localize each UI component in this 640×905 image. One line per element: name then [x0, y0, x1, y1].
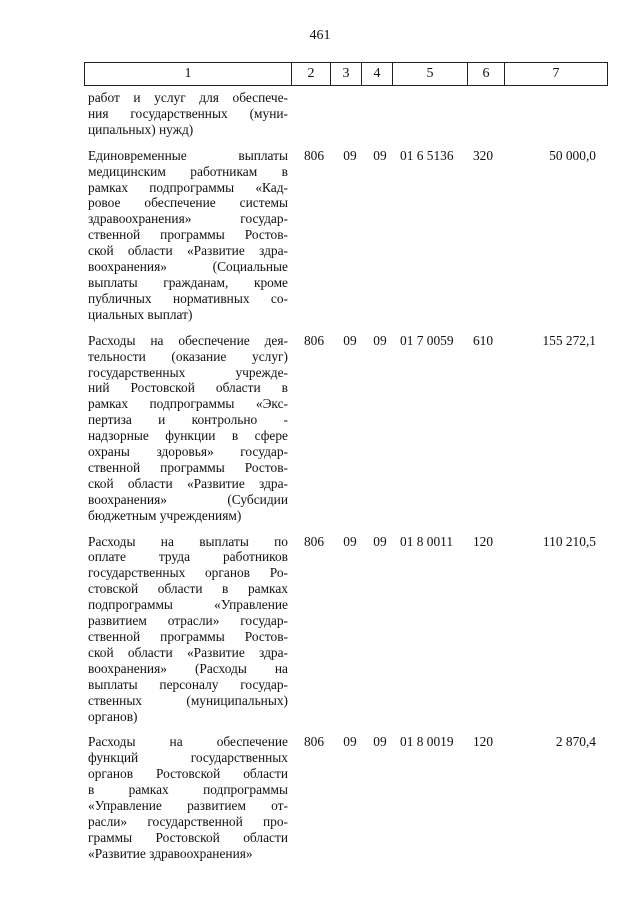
description-line: органов) — [88, 708, 138, 724]
expense-type-code: 120 — [472, 533, 494, 549]
ministry-code: 806 — [303, 147, 325, 163]
description-line: бюджетным учреждениям) — [88, 507, 242, 523]
description-line: «Управление развитием от- — [88, 798, 288, 814]
description-line: ровое обеспечение системы — [88, 195, 288, 211]
table-row — [88, 90, 600, 138]
header-col-4: 4 — [362, 63, 393, 86]
description-line: функций государственных — [88, 750, 288, 766]
ministry-code: 806 — [303, 734, 325, 750]
header-col-5: 5 — [393, 63, 468, 86]
description-line: публичных нормативных со- — [88, 290, 288, 306]
ministry-code: 806 — [303, 332, 325, 348]
section-code: 09 — [343, 734, 357, 750]
description-line: ний Ростовской области в — [88, 380, 288, 396]
target-article-code: 01 8 0011 — [400, 533, 454, 549]
description-line: Расходы на обеспечение дея- — [88, 332, 288, 348]
description-line: ственной программы Ростов- — [88, 227, 288, 243]
subsection-code: 09 — [373, 147, 387, 163]
table-body — [88, 90, 600, 872]
description-line: ской области «Развитие здра- — [88, 644, 288, 660]
description-line: органов Ростовской области — [88, 766, 288, 782]
description-line: граммы Ростовской области — [88, 829, 288, 845]
description-line: здравоохранения» государ- — [88, 211, 288, 227]
description-line: воохранения» (Расходы на — [88, 660, 288, 676]
description-line: в рамках подпрограммы — [88, 782, 288, 798]
amount: 155 272,1 — [542, 332, 596, 348]
description-line: ственных (муниципальных) — [88, 692, 288, 708]
description-line: рамках подпрограммы «Кад- — [88, 179, 288, 195]
amount: 110 210,5 — [542, 533, 596, 549]
target-article-code: 01 6 5136 — [400, 147, 454, 163]
description-line: Расходы на выплаты по — [88, 533, 288, 549]
description-line: «Развитие здравоохранения» — [88, 845, 253, 861]
description-line: ской области «Развитие здра- — [88, 475, 288, 491]
description-line: воохранения» (Социальные — [88, 259, 288, 275]
description-line: расли» государственной про- — [88, 813, 288, 829]
description-line: государственных органов Ро- — [88, 565, 288, 581]
description-line: оплате труда работников — [88, 549, 288, 565]
description-line: ственной программы Ростов- — [88, 459, 288, 475]
description-line: выплаты гражданам, кроме — [88, 274, 288, 290]
subsection-code: 09 — [373, 734, 387, 750]
header-col-3: 3 — [331, 63, 362, 86]
description-line: медицинским работникам в — [88, 163, 288, 179]
row-description — [88, 333, 288, 524]
row-description — [88, 148, 288, 323]
row-description — [88, 90, 288, 138]
ministry-code: 806 — [303, 533, 325, 549]
description-line: стовской области в рамках — [88, 581, 288, 597]
description-line: ния государственных (муни- — [88, 105, 288, 121]
expense-type-code: 320 — [472, 147, 494, 163]
description-line: надзорные функции в сфере — [88, 428, 288, 444]
description-line: Расходы на обеспечение — [88, 734, 288, 750]
description-line: воохранения» (Субсидии — [88, 491, 288, 507]
expense-type-code: 120 — [472, 734, 494, 750]
description-line: рамках подпрограммы «Экс- — [88, 396, 288, 412]
amount: 2 870,4 — [555, 734, 596, 750]
description-line: развитием отрасли» государ- — [88, 613, 288, 629]
section-code: 09 — [343, 533, 357, 549]
description-line: пертиза и контрольно - — [88, 412, 288, 428]
subsection-code: 09 — [373, 533, 387, 549]
header-col-2: 2 — [292, 63, 331, 86]
description-line: государственных учрежде- — [88, 364, 288, 380]
description-line: тельности (оказание услуг) — [88, 348, 288, 364]
target-article-code: 01 7 0059 — [400, 332, 454, 348]
table-row — [88, 333, 600, 524]
row-description — [88, 734, 288, 861]
section-code: 09 — [343, 147, 357, 163]
header-col-7: 7 — [505, 63, 608, 86]
description-line: циальных выплат) — [88, 306, 193, 322]
row-description — [88, 534, 288, 725]
header-col-6: 6 — [468, 63, 505, 86]
table-row — [88, 734, 600, 861]
description-line: охраны здоровья» государ- — [88, 444, 288, 460]
expense-type-code: 610 — [472, 332, 494, 348]
description-line: подпрограммы «Управление — [88, 597, 288, 613]
description-line: ципальных) нужд) — [88, 121, 194, 137]
table-header — [84, 62, 608, 86]
amount: 50 000,0 — [549, 147, 596, 163]
description-line: ственной программы Ростов- — [88, 629, 288, 644]
description-line: выплаты персоналу государ- — [88, 676, 288, 692]
page-number: 461 — [309, 28, 331, 43]
header-col-1: 1 — [85, 63, 292, 86]
table-row — [88, 148, 600, 323]
description-line: работ и услуг для обеспече- — [88, 90, 288, 105]
target-article-code: 01 8 0019 — [400, 734, 454, 750]
description-line: ской области «Развитие здра- — [88, 243, 288, 259]
subsection-code: 09 — [373, 332, 387, 348]
section-code: 09 — [343, 332, 357, 348]
description-line: Единовременные выплаты — [88, 147, 288, 163]
table-row — [88, 534, 600, 725]
